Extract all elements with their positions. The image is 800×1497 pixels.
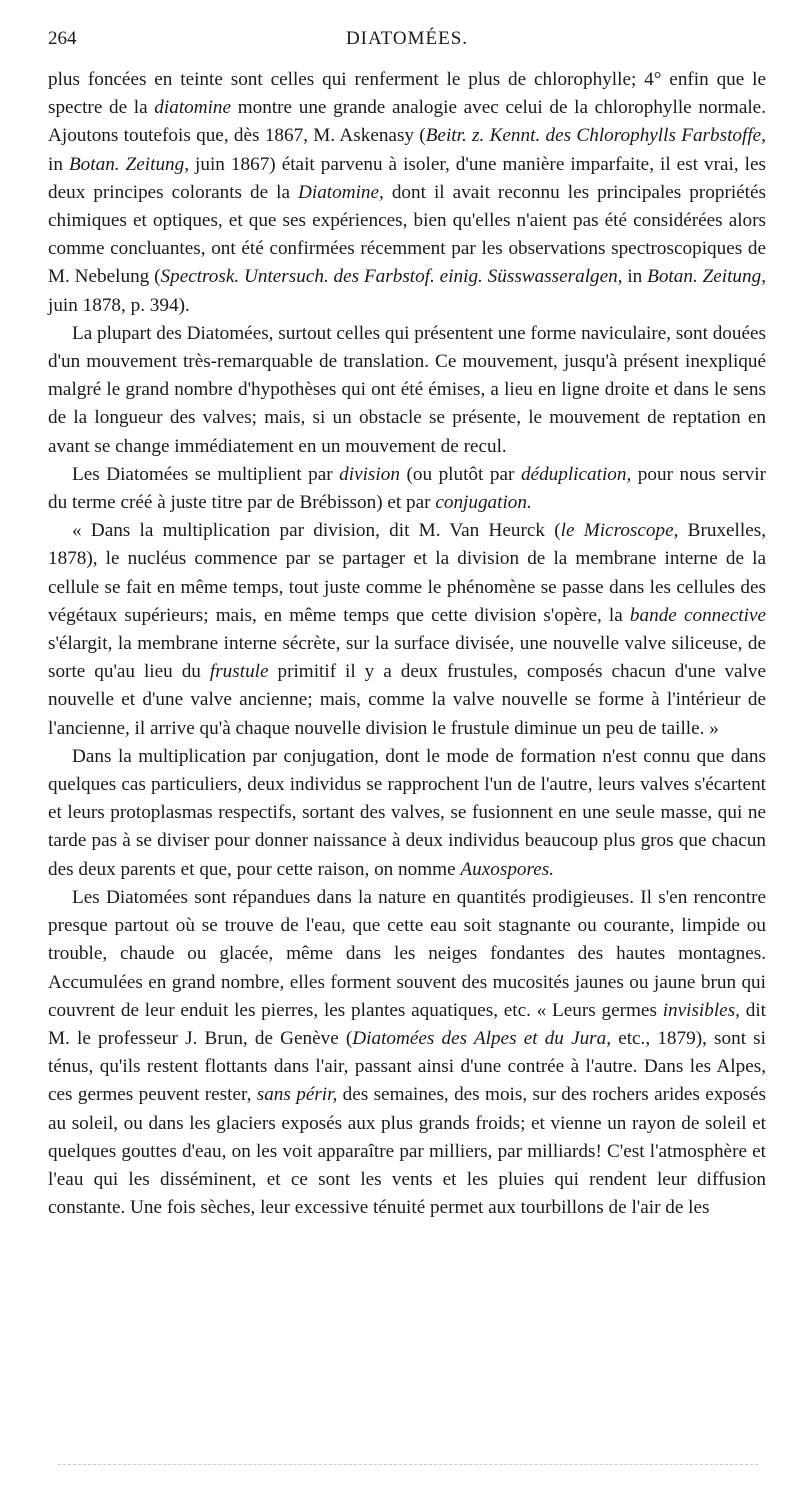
text-segment: La plupart des Diatomées, surtout celles qui présentent une forme naviculaire, sont douées d'un mouvement très-remarquable de translation. Ce mouvement, jusqu'à présent inexpliqué malgré le grand nombre d'hypothèses qui ont été émises, a lieu en ligne droite et dans le sens de la longueur des valves; mais, si un obstacle se présente, le mouvement de reptation en avant se change immédiatement en un mouvement de recul.	[48, 322, 766, 457]
italic-text: Spectrosk. Untersuch. des Farbstof. einig. Süsswasseralgen,	[160, 266, 623, 288]
italic-text: Botan. Zeitung,	[68, 153, 190, 175]
italic-text: Diatomées des Alpes et du Jura,	[352, 1027, 612, 1049]
body-text	[48, 66, 766, 1222]
italic-text: Beitr. z. Kennt. des Chlorophylls Farbstoffe,	[425, 125, 766, 147]
italic-text: Auxospores.	[460, 858, 555, 880]
footer-rule	[58, 1464, 758, 1465]
text-segment: in	[622, 266, 648, 288]
text-segment: plus foncées en teinte sont celles qui renferment le plus de chlorophylle; 4° enfin que le spectre de la	[48, 69, 766, 119]
text-segment: Les Diatomées se multiplient par	[72, 463, 340, 485]
italic-text: bande connective	[629, 604, 766, 626]
text-segment: montre une grande analogie avec celui de la chlorophylle normale. Ajoutons toutefois que, dès 1867, M. Askenasy (	[48, 97, 766, 147]
italic-text: diatomine	[154, 97, 232, 119]
paragraph	[48, 320, 766, 461]
paragraph	[48, 884, 766, 1222]
text-segment: etc., 1879), sont si ténus, qu'ils restent flottants dans l'air, passant ainsi d'une contrée à l'autre. Dans les Alpes, ces germes peuvent rester,	[48, 1027, 766, 1106]
text-segment: pour nous servir du terme créé à juste titre par de Brébisson) et par	[48, 463, 766, 514]
running-title: DIATOMÉES.	[345, 28, 469, 49]
italic-text: Diatomine,	[298, 181, 384, 203]
text-segment: juin 1878, p. 394).	[48, 294, 190, 316]
page-header	[48, 28, 766, 58]
text-segment: Bruxelles, 1878), le nucléus commence par se partager et la division de la membrane interne de la cellule se fait en même temps, tout juste comme le phénomène se passe dans les cellules des végétaux supérieurs; mais, en même temps que cette division s'opère, la	[48, 520, 766, 626]
text-segment: Les Diatomées sont répandues dans la nature en quantités prodigieuses. Il s'en rencontre presque partout où se trouve de l'eau, que cette eau soit stagnante ou courante, limpide ou trouble, chaude ou glacée, même dans les neiges fondantes des hautes montagnes. Accumulées en grand nombre, elles forment souvent des mucosités jaunes ou jaune brun qui couvrent de leur enduit les pierres, les plantes aquatiques, etc. « Leurs germes	[48, 886, 766, 1021]
document-page	[48, 28, 766, 1222]
text-segment: (ou plutôt par	[399, 463, 521, 485]
italic-text: déduplication,	[520, 463, 632, 485]
text-segment: s'élargit, la membrane interne sécrète, sur la surface divisée, une nouvelle valve siliceuse, de sorte qu'au lieu du	[48, 633, 766, 683]
italic-text: Botan. Zeitung,	[647, 266, 766, 288]
text-segment: dont il avait reconnu les principales propriétés chimiques et optiques, et que ses expériences, bien qu'elles n'aient pas été considérées alors comme concluantes, ont été confirmées récemment par les observations spectroscopiques de M. Nebelung (	[48, 181, 766, 288]
text-segment: in	[48, 153, 69, 175]
paragraph	[48, 66, 766, 320]
italic-text: invisibles,	[662, 999, 740, 1021]
italic-text: le Microscope,	[560, 520, 679, 542]
paragraph	[48, 743, 766, 884]
text-segment: Dans la multiplication par conjugation, dont le mode de formation n'est connu que dans quelques cas particuliers, deux individus se rapprochent l'un de l'autre, leurs valves s'écartent et leurs protoplasmas respectifs, sortant des valves, se fusionnent en une seule masse, qui ne tarde pas à se diviser pour donner naissance à deux individus beaucoup plus gros que chacun des deux parents et que, pour cette raison, on nomme	[48, 745, 766, 880]
text-segment: « Dans la multiplication par division, dit M. Van Heurck (	[72, 520, 561, 542]
paragraph	[48, 517, 766, 743]
italic-text: division	[339, 463, 400, 485]
text-segment: dit M. le professeur J. Brun, de Genève (	[48, 999, 766, 1049]
italic-text: frustule	[209, 661, 269, 683]
italic-text: sans périr,	[256, 1084, 338, 1106]
italic-text: conjugation.	[435, 492, 532, 514]
text-segment: des semaines, des mois, sur des rochers arides exposés au soleil, ou dans les glaciers exposés aux plus grands froids; et vienne un rayon de soleil et quelques gouttes d'eau, on les voit apparaître par milliers, par milliards! C'est l'atmosphère et l'eau qui les disséminent, et ce sont les vents et les pluies qui rendent leur diffusion constante. Une fois sèches, leur excessive ténuité permet aux tourbillons de l'air de les	[48, 1084, 766, 1219]
page-number: 264	[48, 28, 77, 49]
text-segment: primitif il y a deux frustules, composés chacun d'une valve nouvelle et d'une valve ancienne; mais, comme la valve nouvelle se forme à l'intérieur de l'ancienne, il arrive qu'à chaque nouvelle division le frustule diminue un peu de taille. »	[48, 661, 767, 739]
text-segment: juin 1867) était parvenu à isoler, d'une manière imparfaite, il est vrai, les deux principes colorants de la	[48, 153, 766, 203]
paragraph	[48, 461, 766, 517]
